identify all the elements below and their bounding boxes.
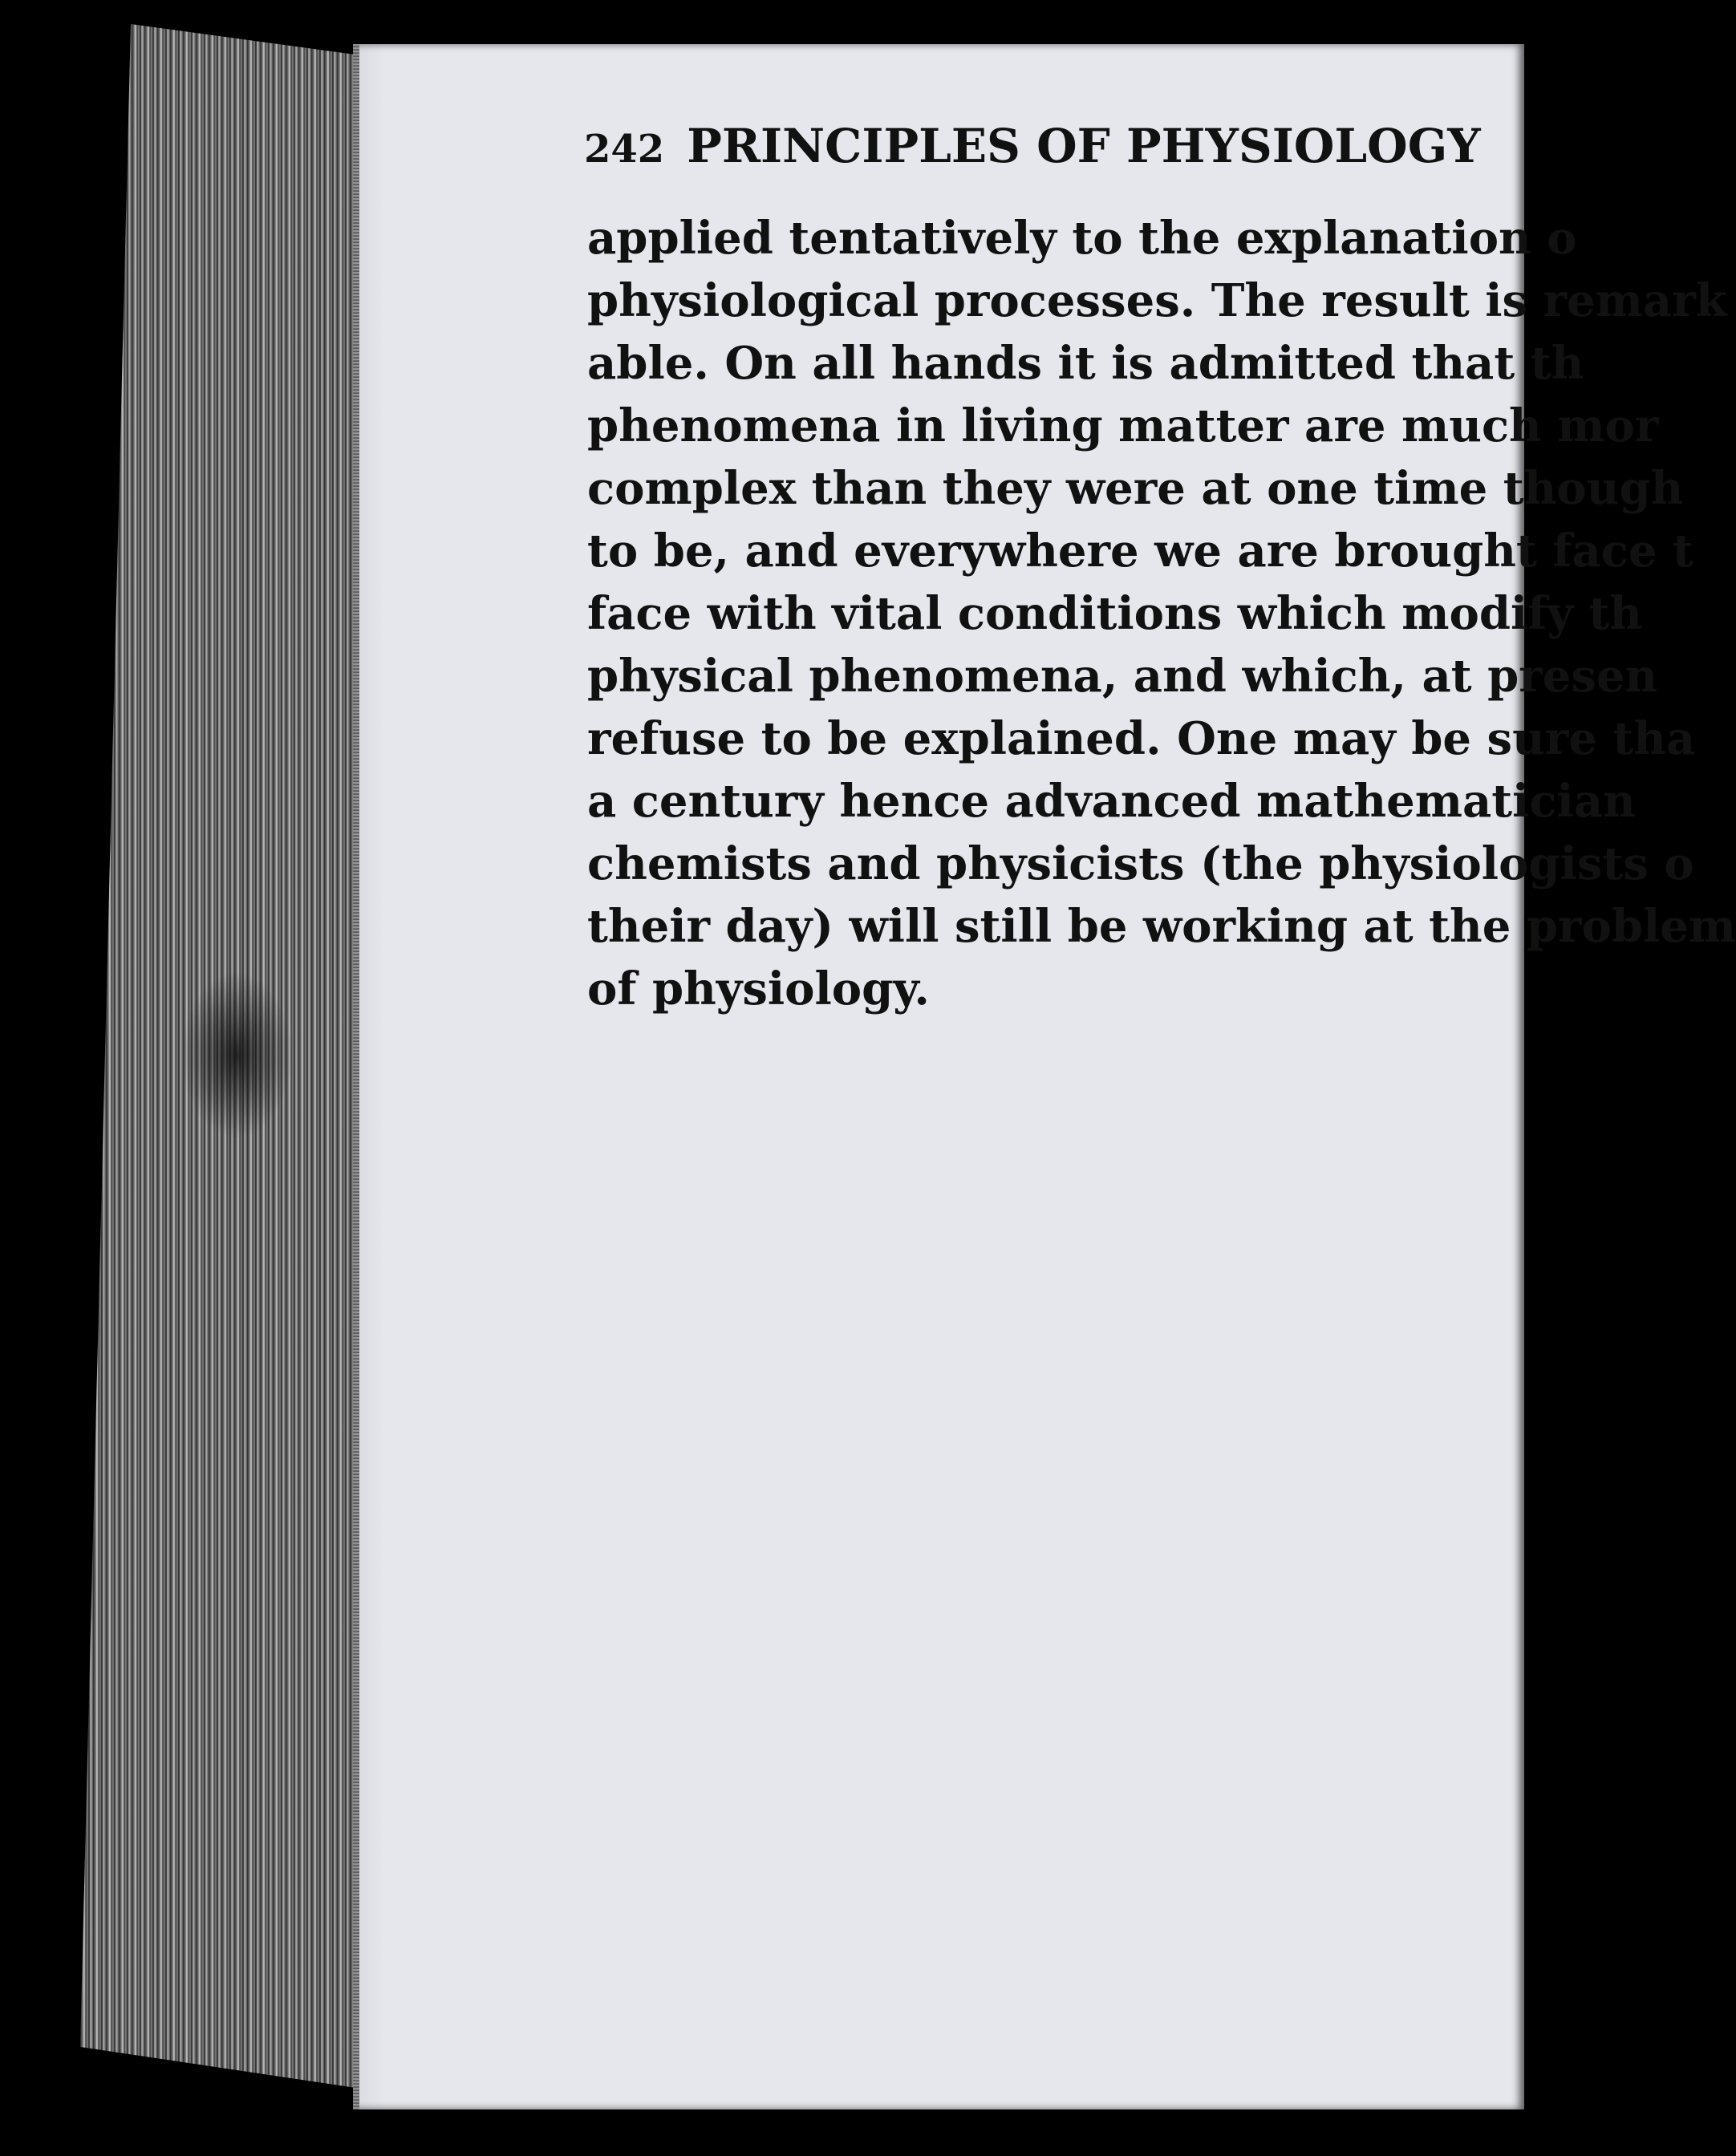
running-title: PRINCIPLES OF PHYSIOLOGY	[687, 119, 1481, 173]
text-line: physical phenomena, and which, at presen	[587, 650, 1658, 703]
text-line: to be, and everywhere we are brought face t	[587, 525, 1693, 578]
edge-smudge	[180, 971, 293, 1139]
text-line: a century hence advanced mathematician	[587, 775, 1636, 828]
text-line: chemists and physicists (the physiologists o	[587, 837, 1694, 890]
text-line: applied tentatively to the explanation o	[587, 212, 1577, 265]
scan-bottom-border	[0, 2109, 1507, 2156]
text-line: face with vital conditions which modify th	[587, 587, 1642, 640]
text-line: their day) will still be working at the problem	[587, 900, 1736, 953]
text-line: of physiology.	[587, 962, 930, 1015]
text-line: refuse to be explained. One may be sure tha	[587, 712, 1696, 765]
page-inner-edge	[353, 44, 359, 2109]
text-line: able. On all hands it is admitted that th	[587, 337, 1584, 390]
running-header	[584, 119, 1481, 173]
text-line: complex than they were at one time though	[587, 462, 1684, 515]
text-line: physiological processes. The result is remark	[587, 274, 1727, 327]
text-line: phenomena in living matter are much mor	[587, 399, 1659, 452]
page-number: 242	[584, 127, 665, 172]
